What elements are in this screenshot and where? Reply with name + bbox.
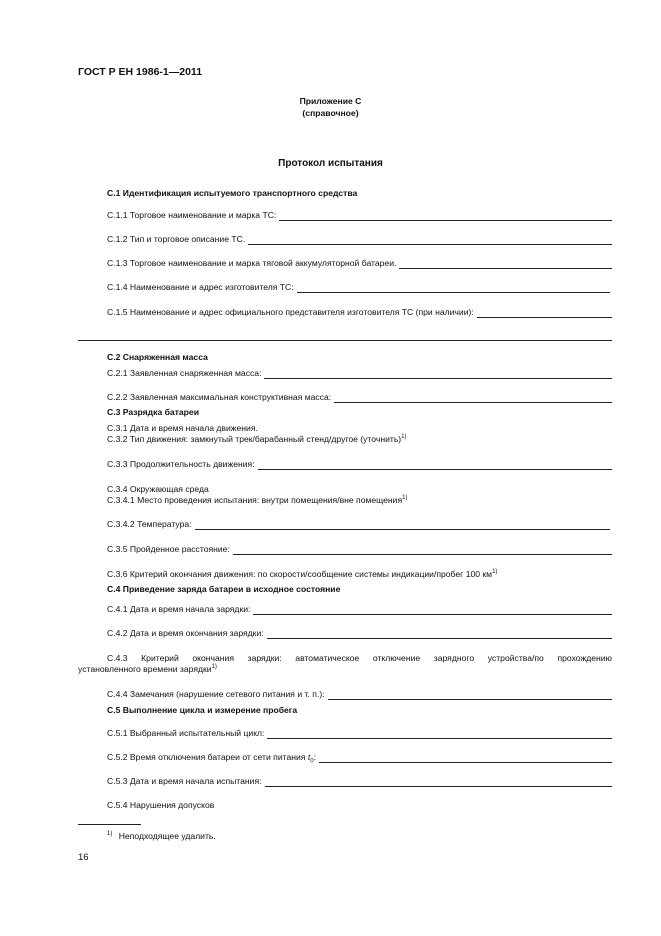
page-number: 16 — [78, 852, 89, 863]
fill-line — [265, 778, 612, 787]
item-c3-4-1 — [107, 495, 407, 506]
field-c1-1 — [107, 210, 612, 221]
field-c2-1 — [107, 368, 612, 379]
field-c5-3 — [107, 776, 612, 787]
field-c4-1 — [107, 604, 612, 615]
fill-line — [279, 212, 612, 221]
fill-line — [334, 394, 612, 403]
field-label: С.3.4.2 Температура: — [107, 519, 192, 529]
field-label: С.1.3 Торговое наименование и марка тяговой аккумуляторной батареи. — [107, 258, 397, 268]
field-label: С.2.1 Заявленная снаряженная масса: — [107, 368, 262, 378]
section-c2-title: С.2 Снаряженная масса — [107, 352, 208, 362]
footnote-mark: 1) — [107, 831, 113, 837]
field-label: С.1.4 Наименование и адрес изготовителя ТС: — [107, 282, 294, 292]
field-label: С.1.5 Наименование и адрес официального представителя изготовителя ТС (при наличии): — [107, 307, 474, 317]
field-label: С.3.5 Пройденное расстояние: — [107, 544, 230, 554]
field-label: С.5.3 Дата и время начала испытания: — [107, 776, 262, 786]
item-text: С.4.3 Критерий окончания зарядки: автоматическое отключение зарядного устройства/по прохождению — [107, 653, 612, 663]
field-c1-4 — [107, 282, 610, 293]
field-label: С.5.1 Выбранный испытательный цикл: — [107, 728, 265, 738]
field-colon: : — [313, 752, 316, 762]
footnote-text: Неподходящее удалить. — [118, 831, 216, 841]
item-c3-6 — [107, 569, 497, 580]
section-c1-title: С.1 Идентификация испытуемого транспортного средства — [107, 188, 358, 198]
section-c5-title: С.5 Выполнение цикла и измерение пробега — [107, 705, 298, 715]
item-c4-3-line1 — [107, 653, 612, 664]
fill-line — [195, 521, 610, 530]
fill-line — [267, 630, 612, 639]
field-label: С.1.2 Тип и торговое описание ТС. — [107, 234, 246, 244]
field-label: С.4.1 Дата и время начала зарядки: — [107, 604, 251, 614]
item-text: установленного времени зарядки — [78, 664, 212, 674]
field-label — [107, 752, 316, 763]
fill-line — [258, 461, 612, 470]
item-c3-2 — [107, 434, 407, 445]
field-label: С.3.3 Продолжительность движения: — [107, 459, 255, 469]
field-c5-1 — [107, 728, 612, 739]
fill-line — [264, 370, 612, 379]
footnote-ref: 1) — [492, 569, 498, 575]
footnote — [107, 831, 216, 842]
fill-line — [233, 546, 612, 555]
item-text: С.3.6 Критерий окончания движения: по скорости/сообщение системы индикации/пробег 100 км — [107, 569, 493, 579]
field-label: С.2.2 Заявленная максимальная конструктивная масса: — [107, 392, 332, 402]
standard-header: ГОСТ Р ЕН 1986-1—2011 — [78, 66, 203, 78]
time-variable: t — [307, 752, 311, 762]
item-c3-4: С.3.4 Окружающая среда — [107, 484, 209, 494]
field-c3-5 — [107, 544, 612, 555]
fill-line — [267, 730, 612, 739]
fill-line — [477, 309, 612, 318]
fill-line — [253, 606, 612, 615]
field-c1-3 — [107, 258, 612, 269]
fill-line — [297, 284, 610, 293]
field-c3-3 — [107, 459, 612, 470]
footnote-ref: 1) — [401, 434, 407, 440]
field-c1-2 — [107, 234, 612, 245]
section-c4-title: С.4 Приведение заряда батареи в исходное состояние — [107, 584, 341, 594]
fill-line — [319, 754, 612, 763]
appendix-title: Приложение С — [299, 96, 362, 106]
footnote-ref: 1) — [211, 664, 217, 670]
time-variable-index: 0 — [310, 758, 314, 765]
field-c4-4 — [107, 689, 612, 700]
field-c3-4-2 — [107, 519, 610, 530]
field-label: С.4.4 Замечания (нарушение сетевого питания и т. п.): — [107, 689, 325, 699]
item-c3-1: С.3.1 Дата и время начала движения. — [107, 423, 258, 433]
footnote-separator — [78, 824, 141, 825]
section-c3-title: С.3 Разрядка батареи — [107, 407, 199, 417]
item-text: С.3.4.1 Место проведения испытания: внутри помещения/вне помещения — [107, 495, 403, 505]
appendix-note: (справочное) — [302, 108, 359, 118]
fill-line — [248, 236, 612, 245]
field-text: С.5.2 Время отключения батареи от сети питания — [107, 752, 306, 762]
field-c1-5 — [107, 307, 612, 318]
field-label: С.1.1 Торговое наименование и марка ТС: — [107, 210, 277, 220]
protocol-title: Протокол испытания — [278, 158, 383, 169]
field-label: С.4.2 Дата и время окончания зарядки: — [107, 628, 264, 638]
fill-line — [328, 691, 612, 700]
field-c5-2 — [107, 752, 612, 763]
field-c2-2 — [107, 392, 612, 403]
item-c4-3-line2 — [78, 664, 217, 675]
footnote-ref: 1) — [402, 495, 408, 501]
item-text: С.3.2 Тип движения: замкнутый трек/барабанный стенд/другое (уточнить) — [107, 434, 402, 444]
item-c5-4: С.5.4 Нарушения допусков — [107, 800, 215, 810]
fill-line — [399, 260, 612, 269]
field-c4-2 — [107, 628, 612, 639]
full-fill-line — [78, 340, 612, 341]
